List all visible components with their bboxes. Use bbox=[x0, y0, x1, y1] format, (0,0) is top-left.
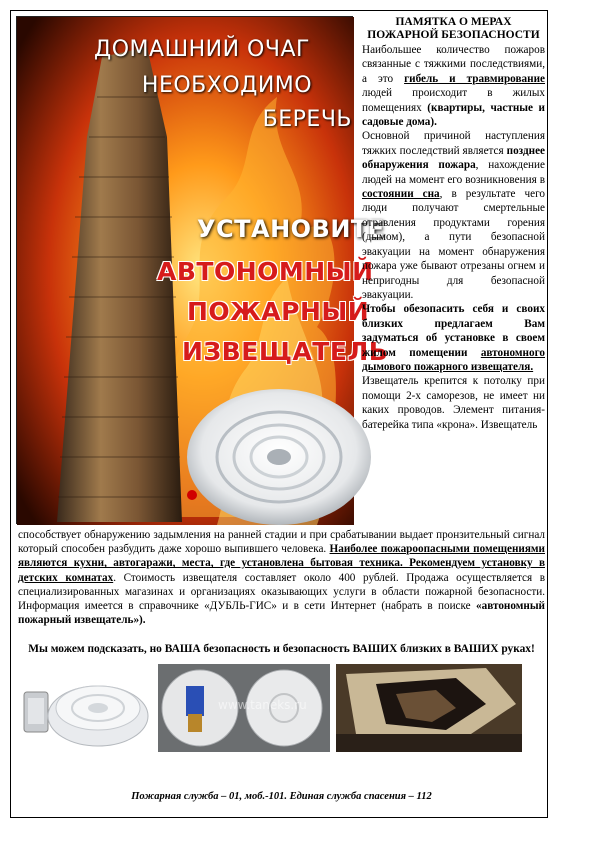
poster-device-line3: ИЗВЕЩАТЕЛЬ bbox=[182, 337, 389, 366]
smoke-detector-icon bbox=[18, 664, 152, 752]
memo-p3-device: автономного дымового пожарного извещателя. bbox=[362, 346, 545, 373]
memo-p1-emphasis: гибель и травмирование bbox=[404, 72, 545, 85]
continuation-search-term: «автономный пожарный извещатель»). bbox=[18, 600, 545, 627]
emergency-numbers: Пожарная служба – 01, моб.-101. Единая служба спасения – 112 bbox=[131, 791, 432, 802]
memo-paragraph-3 bbox=[362, 302, 545, 374]
memo-p2-text-2: , нахождение людей на момент его возникновения в bbox=[362, 159, 545, 186]
poster-device-line1: АВТОНОМНЫЙ bbox=[157, 257, 374, 286]
detector-interior-photo bbox=[158, 664, 330, 752]
memo-p1-text: Наибольшее количество пожаров связанные с тяжкими последствиями, а это bbox=[362, 44, 545, 85]
continuation-text bbox=[18, 528, 545, 627]
memo-p2-text: Основной причиной наступления тяжких последствий является bbox=[362, 130, 545, 157]
burnt-room-photo bbox=[336, 664, 522, 752]
memo-p2-text-3: , в результате чего люди получают смертельные отравления продуктами горения (дымом), а пути безопасной эвакуации на момент обнаружения пожара уже бывают отрезаны огнем и непригодны для безопасной эвакуации. bbox=[362, 188, 546, 301]
poster-headline-line3: БЕРЕЧЬ bbox=[262, 107, 352, 132]
memo-p2-sleep: состоянии сна bbox=[362, 188, 440, 201]
continuation-text-2: . Стоимость извещателя составляет около 400 рублей. Продажа осуществляется в специализированных магазинах и организациях оказывающих услуги в области пожарной безопасности. Информация имеется в справочнике «ДУБЛЬ-ГИС» и в сети Интернет (набрать в поиске bbox=[18, 571, 545, 613]
poster-install-label: УСТАНОВИТЕ bbox=[197, 215, 385, 243]
memo-p1-text-2: людей происходит в жилых помещениях bbox=[362, 87, 545, 114]
memo-paragraph-2 bbox=[362, 129, 545, 302]
continuation-text-1: способствует обнаружению задымления на ранней стадии и при срабатывании выдает пронзительный сигнал который способен разбудить даже хорошо выпившего человека. bbox=[18, 529, 545, 556]
memo-p3-text: Чтобы обезопасить себя и своих близких предлагаем Вам задуматься об установке в своем жилом помещении bbox=[362, 303, 545, 359]
fire-damage-icon bbox=[336, 664, 522, 752]
continuation-recommendation: Наиболее пожароопасными помещениями являются кухни, автогаражи, места, где установлена бытовая техника. Рекомендуем установку в детских комнатах bbox=[18, 543, 545, 584]
memo-paragraph-4: Извещатель крепится к потолку при помощи 2-х саморезов, не имеет ни каких проводов. Элемент питания- батерейка типа «крона». Извещатель bbox=[362, 375, 545, 431]
memo-p1-dwellings: (квартиры, частные и садовые дома). bbox=[362, 101, 545, 129]
memo-column bbox=[362, 16, 545, 432]
poster-device-line2: ПОЖАРНЫЙ bbox=[187, 297, 370, 326]
detector-photo bbox=[18, 664, 152, 752]
call-to-action: Мы можем подсказать, но ВАША безопасность и безопасность ВАШИХ близких в ВАШИХ руках! bbox=[28, 643, 535, 655]
memo-p2-late-detection: позднее обнаружения пожара bbox=[362, 144, 545, 172]
memo-paragraph-1 bbox=[362, 43, 545, 129]
memo-title: ПАМЯТКА О МЕРАХ ПОЖАРНОЙ БЕЗОПАСНОСТИ bbox=[367, 16, 540, 41]
poster-image bbox=[16, 16, 389, 524]
poster-headline-line2: НЕОБХОДИМО bbox=[141, 73, 313, 98]
poster-headline-line1: ДОМАШНИЙ ОЧАГ bbox=[94, 37, 310, 62]
photo-watermark: www.taneks.ru bbox=[218, 698, 307, 712]
